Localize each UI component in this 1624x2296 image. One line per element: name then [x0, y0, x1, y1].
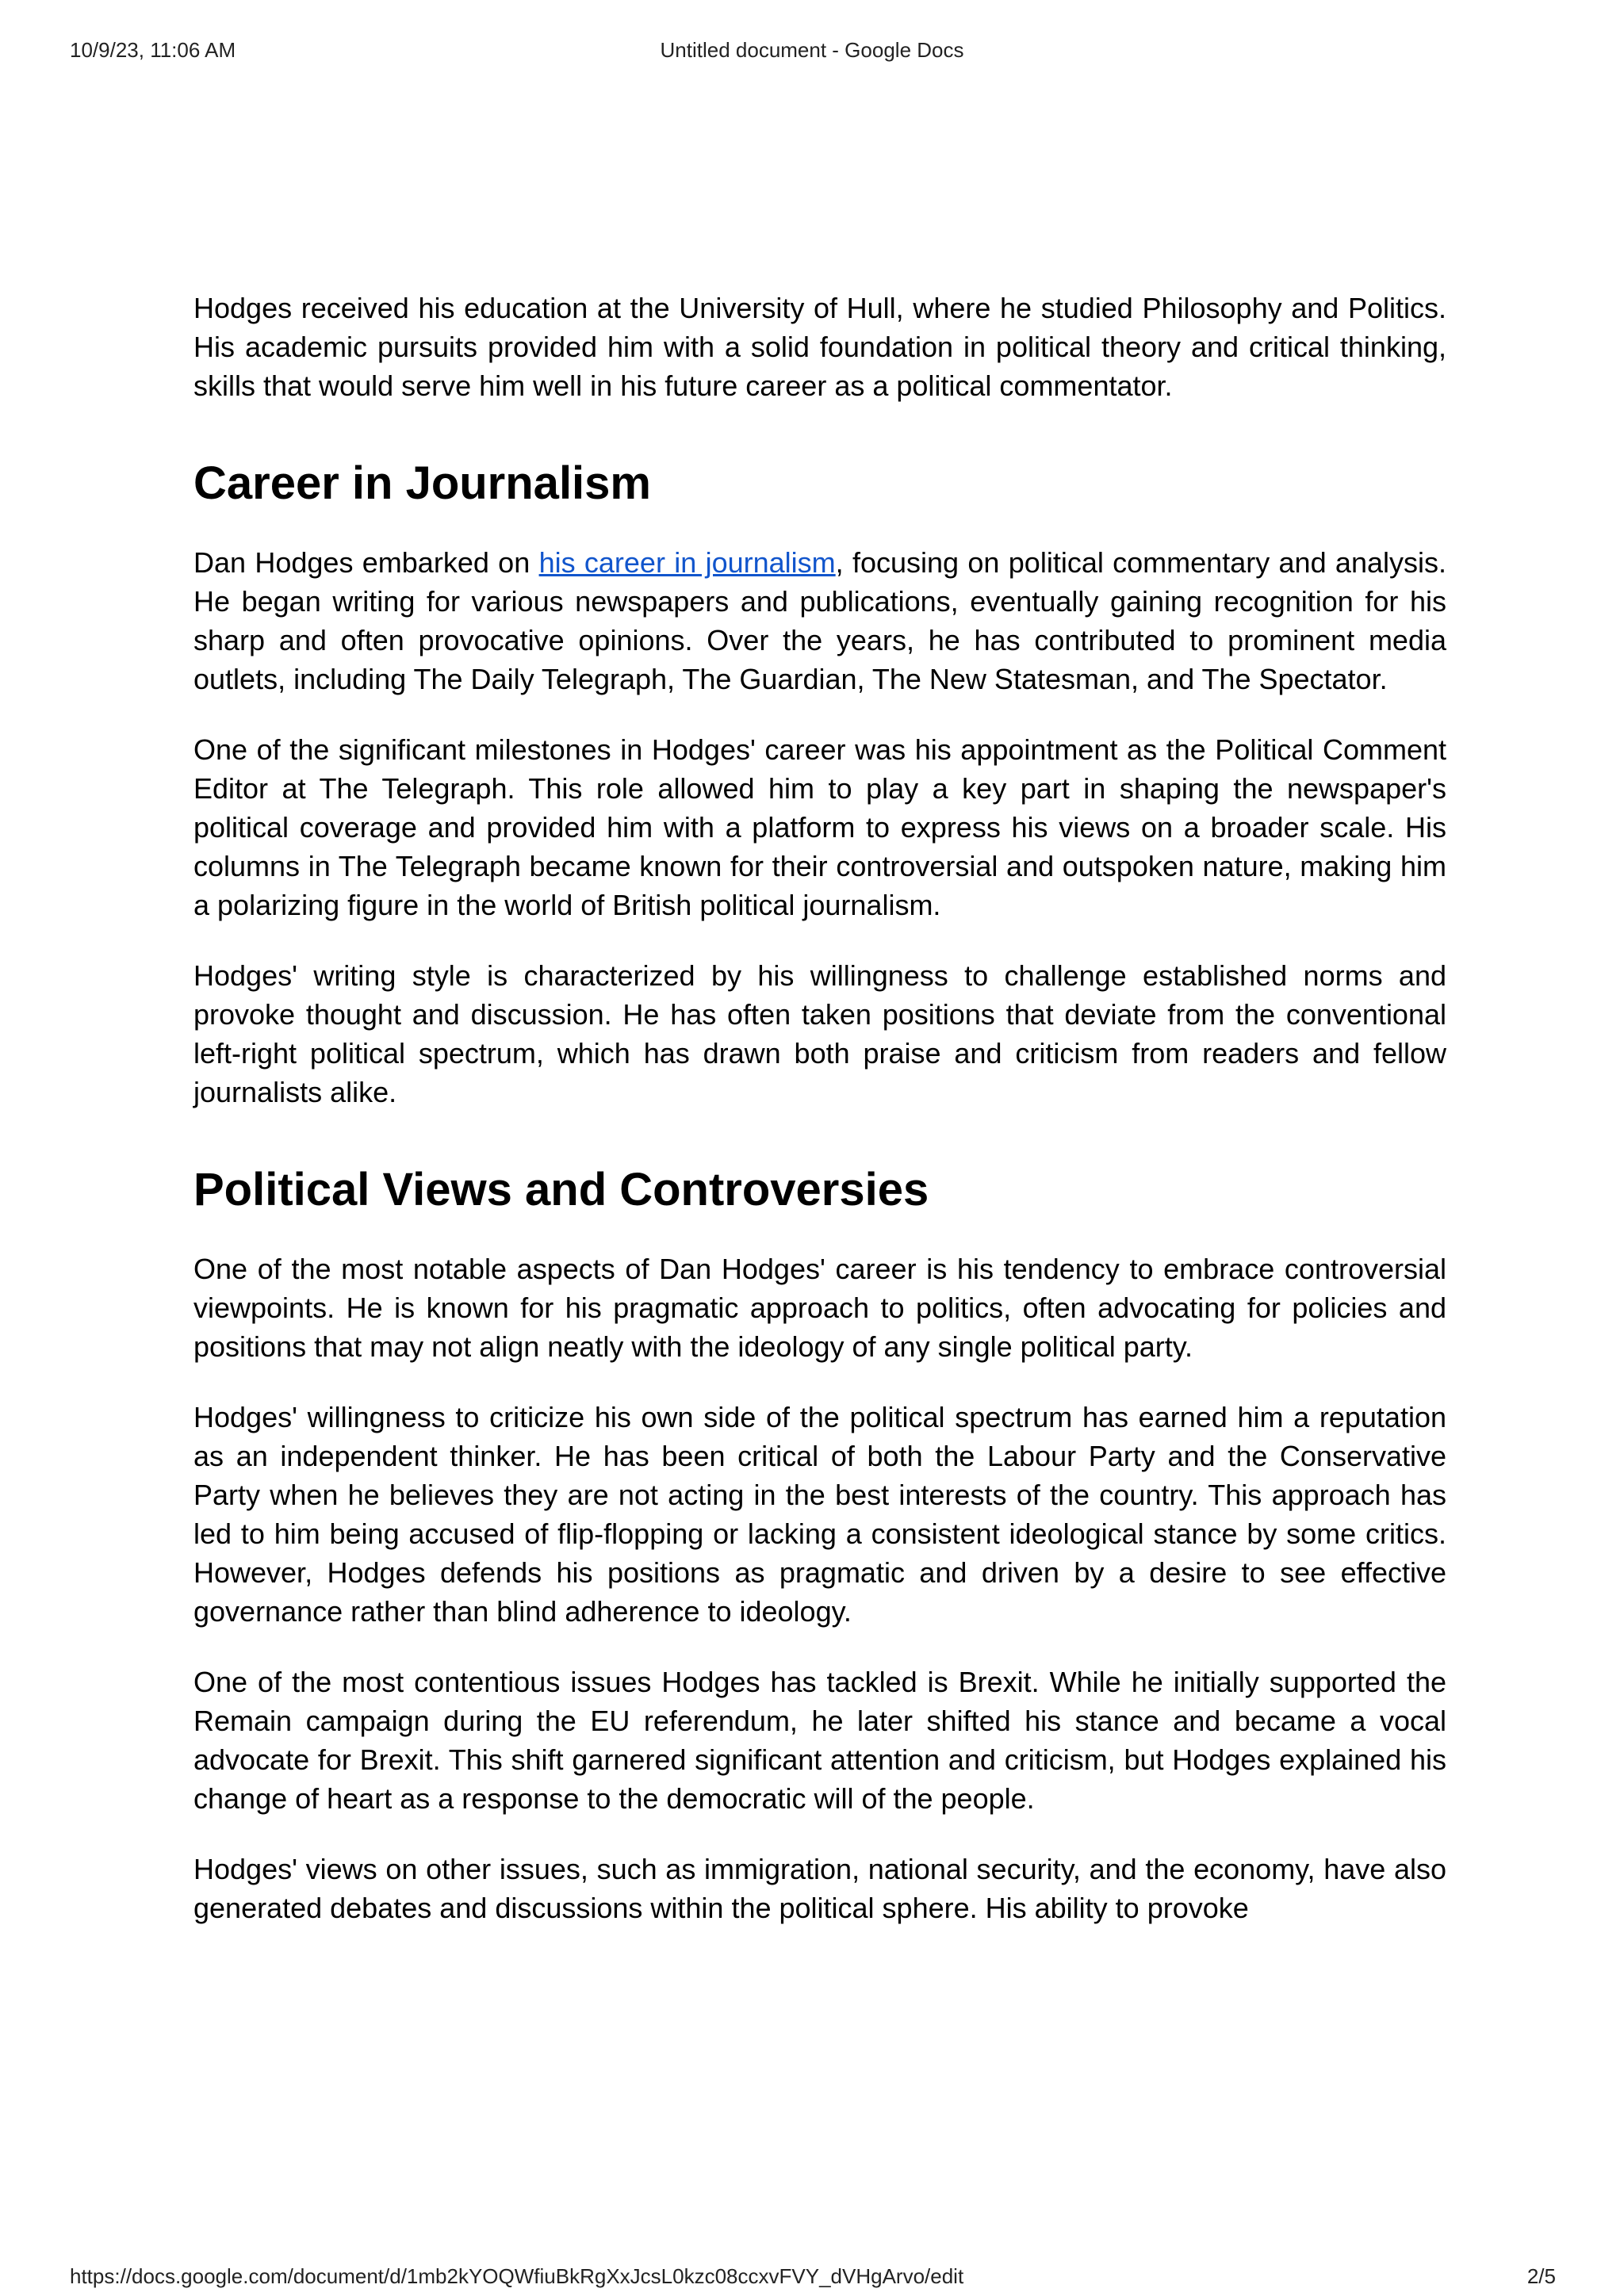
- paragraph-career-text-before: Dan Hodges embarked on: [193, 546, 539, 579]
- paragraph-career: [193, 543, 1446, 698]
- print-page-number: 2/5: [1526, 2264, 1556, 2288]
- paragraph-other-issues: Hodges' views on other issues, such as immigration, national security, and the economy, have also generated debates and discussions within the political sphere. His ability to provoke: [193, 1853, 1446, 1924]
- paragraph-career-text-after: , focusing on political commentary and analysis. He began writing for various newspapers and publications, eventually gaining recognition for his sharp and often provocative opinions. Over the years, he has contributed to prominent media outlets, including The Daily Telegraph, The Guardian, The New Statesman, and The Spectator.: [193, 546, 1446, 695]
- paragraph-notable-aspects: One of the most notable aspects of Dan Hodges' career is his tendency to embrace controversial viewpoints. He is known for his pragmatic approach to politics, often advocating for policies and positions that may not align neatly with the ideology of any single political party.: [193, 1253, 1446, 1363]
- print-datetime: 10/9/23, 11:06 AM: [70, 38, 236, 62]
- paragraph-milestone: One of the significant milestones in Hodges' career was his appointment as the Political Comment Editor at The Telegraph. This role allowed him to play a key part in shaping the newspaper's political coverage and provided him with a platform to express his views on a broader scale. His columns in The Telegraph became known for their controversial and outspoken nature, making him a polarizing figure in the world of British political journalism.: [193, 733, 1446, 921]
- print-url: https://docs.google.com/document/d/1mb2kYOQWfiuBkRgXxJcsL0kzc08ccxvFVY_dVHgArvo/edit: [70, 2264, 964, 2288]
- heading-political-views: Political Views and Controversies: [193, 1164, 929, 1215]
- paragraph-criticize-own-side: Hodges' willingness to criticize his own side of the political spectrum has earned him a reputation as an independent thinker. He has been critical of both the Labour Party and the Conservative Party when he believes they are not acting in the best interests of the country. This approach has led to him being accused of flip-flopping or lacking a consistent ideological stance by some critics. However, Hodges defends his positions as pragmatic and driven by a desire to see effective governance rather than blind adherence to ideology.: [193, 1401, 1446, 1628]
- paragraph-education: Hodges received his education at the University of Hull, where he studied Philosophy and Politics. His academic pursuits provided him with a solid foundation in political theory and critical thinking, skills that would serve him well in his future career as a political commentator.: [193, 292, 1446, 402]
- paragraph-brexit: One of the most contentious issues Hodges has tackled is Brexit. While he initially supported the Remain campaign during the EU referendum, he later shifted his stance and became a vocal advocate for Brexit. This shift garnered significant attention and criticism, but Hodges explained his change of heart as a response to the democratic will of the people.: [193, 1666, 1446, 1815]
- career-in-journalism-link[interactable]: his career in journalism: [538, 546, 836, 579]
- heading-career-in-journalism: Career in Journalism: [193, 457, 651, 509]
- document-body: [193, 289, 1446, 1959]
- print-doc-title: Untitled document - Google Docs: [660, 38, 964, 62]
- paragraph-writing-style: Hodges' writing style is characterized by his willingness to challenge established norms and provoke thought and discussion. He has often taken positions that deviate from the conventional left-right political spectrum, which has drawn both praise and criticism from readers and fellow journalists alike.: [193, 959, 1446, 1108]
